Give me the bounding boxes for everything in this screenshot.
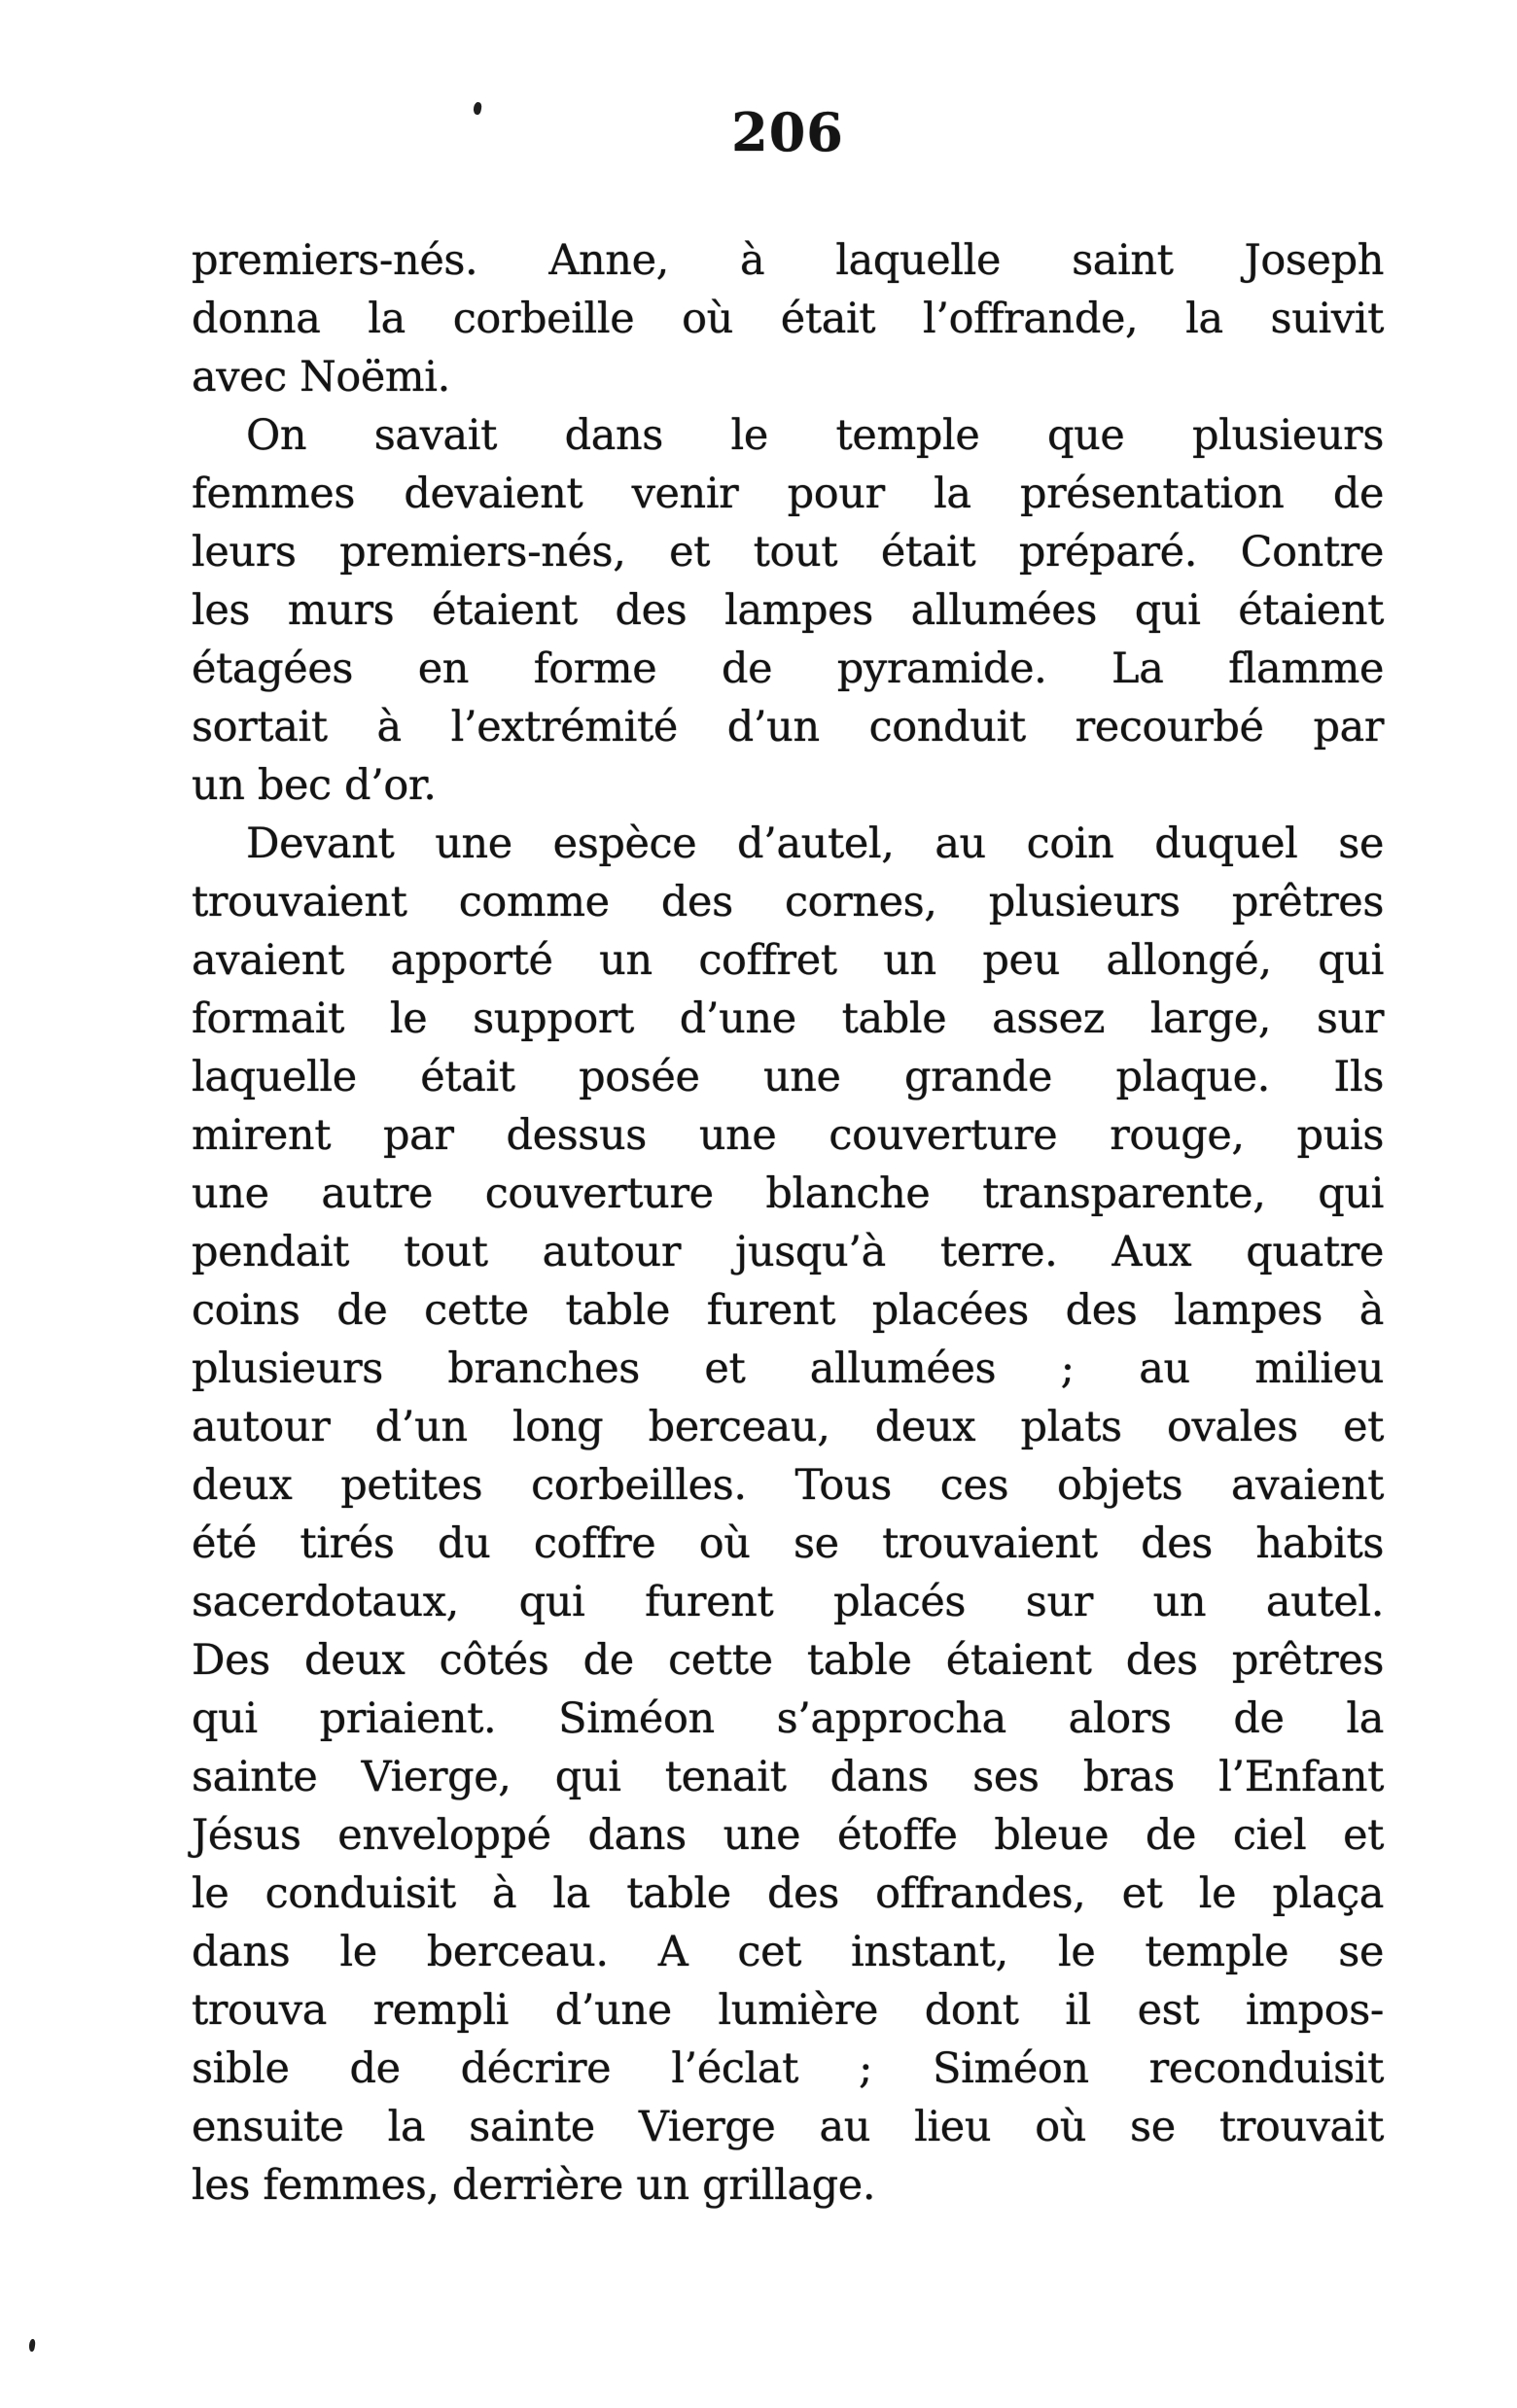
text-line: laquelle était posée une grande plaque. Ils bbox=[192, 1053, 1384, 1101]
text-line: deux petites corbeilles. Tous ces objets avaient bbox=[192, 1461, 1384, 1510]
text-line: avec Noëmi. bbox=[192, 353, 450, 401]
text-line: leurs premiers-nés, et tout était préparé. Contre bbox=[192, 528, 1384, 576]
text-line: trouva rempli d’une lumière dont il est impos- bbox=[192, 1986, 1384, 2035]
text-line: les murs étaient des lampes allumées qui étaient bbox=[192, 586, 1384, 635]
text-line: trouvaient comme des cornes, plusieurs prêtres bbox=[192, 878, 1384, 926]
text-line: les femmes, derrière un grillage. bbox=[192, 2161, 876, 2210]
text-line: sainte Vierge, qui tenait dans ses bras l’Enfant bbox=[192, 1753, 1384, 1801]
paragraph bbox=[192, 815, 1384, 2215]
paragraph bbox=[192, 231, 1384, 406]
text-line: un bec d’or. bbox=[192, 761, 437, 810]
text-line: plusieurs branches et allumées ; au milieu bbox=[192, 1344, 1384, 1393]
text-line: premiers-nés. Anne, à laquelle saint Joseph bbox=[192, 236, 1384, 285]
ink-speck bbox=[28, 2339, 36, 2353]
text-line: ensuite la sainte Vierge au lieu où se trouvait bbox=[192, 2103, 1384, 2151]
text-line: mirent par dessus une couverture rouge, puis bbox=[192, 1111, 1384, 1160]
text-line: autour d’un long berceau, deux plats ovales et bbox=[192, 1403, 1384, 1451]
text-line: donna la corbeille où était l’offrande, la suivit bbox=[192, 295, 1384, 343]
text-line: Jésus enveloppé dans une étoffe bleue de ciel et bbox=[192, 1811, 1384, 1860]
text-line: coins de cette table furent placées des lampes à bbox=[192, 1286, 1384, 1335]
text-line: formait le support d’une table assez large, sur bbox=[192, 995, 1384, 1043]
text-line: sible de décrire l’éclat ; Siméon reconduisit bbox=[192, 2044, 1384, 2093]
text-line: le conduisit à la table des offrandes, et le plaça bbox=[192, 1869, 1384, 1918]
text-line: femmes devaient venir pour la présentation de bbox=[192, 470, 1384, 518]
text-line: été tirés du coffre où se trouvaient des habits bbox=[192, 1519, 1384, 1568]
text-line: On savait dans le temple que plusieurs bbox=[246, 411, 1384, 460]
text-line: étagées en forme de pyramide. La flamme bbox=[192, 645, 1384, 693]
text-line: avaient apporté un coffret un peu allongé, qui bbox=[192, 936, 1384, 985]
text-block bbox=[192, 231, 1384, 2215]
text-line: une autre couverture blanche transparente, qui bbox=[192, 1169, 1384, 1218]
paragraph bbox=[192, 406, 1384, 815]
text-line: qui priaient. Siméon s’approcha alors de la bbox=[192, 1694, 1384, 1743]
text-line: Devant une espèce d’autel, au coin duquel se bbox=[246, 820, 1384, 868]
text-line: sacerdotaux, qui furent placés sur un autel. bbox=[192, 1578, 1384, 1626]
text-line: Des deux côtés de cette table étaient des prêtres bbox=[192, 1636, 1384, 1685]
text-line: sortait à l’extrémité d’un conduit recourbé par bbox=[192, 703, 1384, 751]
text-line: pendait tout autour jusqu’à terre. Aux quatre bbox=[192, 1228, 1384, 1276]
page-number: 206 bbox=[731, 101, 844, 163]
text-line: dans le berceau. A cet instant, le temple se bbox=[192, 1928, 1384, 1976]
